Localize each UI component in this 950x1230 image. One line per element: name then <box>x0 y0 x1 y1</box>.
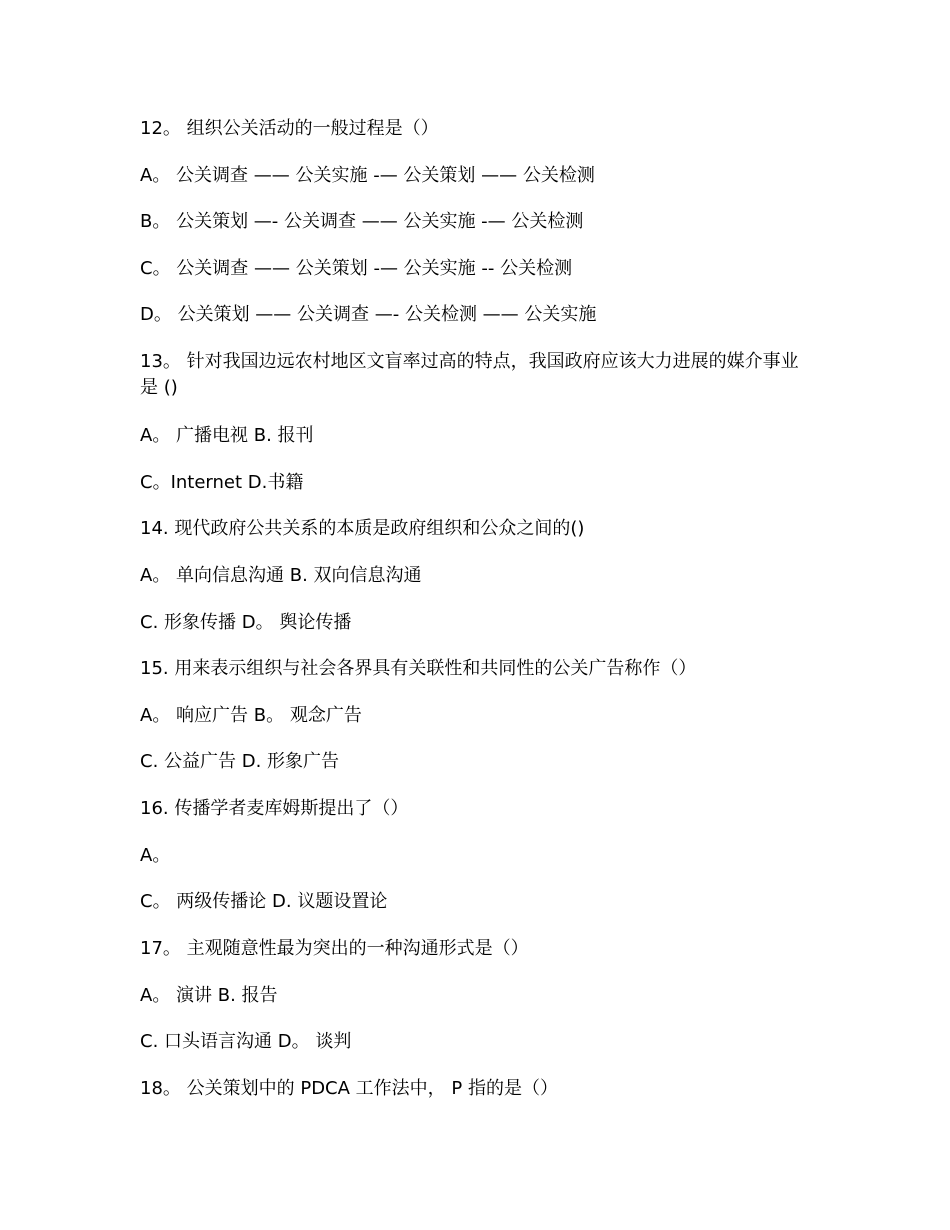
question-16-options-cd: C。 两级传播论 D. 议题设置论 <box>140 891 388 912</box>
question-12-option-a: A。 公关调查 —— 公关实施 -— 公关策划 —— 公关检测 <box>140 165 595 186</box>
question-18: 18。 公关策划中的 PDCA 工作法中， P 指的是（） <box>140 1078 558 1099</box>
question-17: 17。 主观随意性最为突出的一种沟通形式是（） <box>140 938 529 959</box>
question-13-options-ab: A。 广播电视 B. 报刊 <box>140 425 314 446</box>
question-17-options-cd: C. 口头语言沟通 D。 谈判 <box>140 1031 352 1052</box>
question-12: 12。 组织公关活动的一般过程是（） <box>140 118 439 139</box>
question-15-options-cd: C. 公益广告 D. 形象广告 <box>140 751 340 772</box>
question-16: 16. 传播学者麦库姆斯提出了（） <box>140 798 409 819</box>
question-12-option-c: C。 公关调查 —— 公关策划 -— 公关实施 -- 公关检测 <box>140 258 573 279</box>
question-13-options-cd: C。Internet D.书籍 <box>140 472 304 493</box>
question-14-options-ab: A。 单向信息沟通 B. 双向信息沟通 <box>140 565 422 586</box>
question-13: 13。 针对我国边远农村地区文盲率过高的特点，我国政府应该大力进展的媒介事业是 () <box>140 351 799 398</box>
question-14-options-cd: C. 形象传播 D。 舆论传播 <box>140 612 352 633</box>
question-14: 14. 现代政府公共关系的本质是政府组织和公众之间的() <box>140 518 585 539</box>
question-12-option-b: B。 公关策划 —- 公关调查 —— 公关实施 -— 公关检测 <box>140 211 584 232</box>
question-12-option-d: D。 公关策划 —— 公关调查 —- 公关检测 —— 公关实施 <box>140 304 597 325</box>
question-15: 15. 用来表示组织与社会各界具有关联性和共同性的公关广告称作（） <box>140 658 697 679</box>
question-16-option-a: A。 <box>140 845 171 866</box>
question-15-options-ab: A。 响应广告 B。 观念广告 <box>140 705 362 726</box>
question-17-options-ab: A。 演讲 B. 报告 <box>140 985 278 1006</box>
